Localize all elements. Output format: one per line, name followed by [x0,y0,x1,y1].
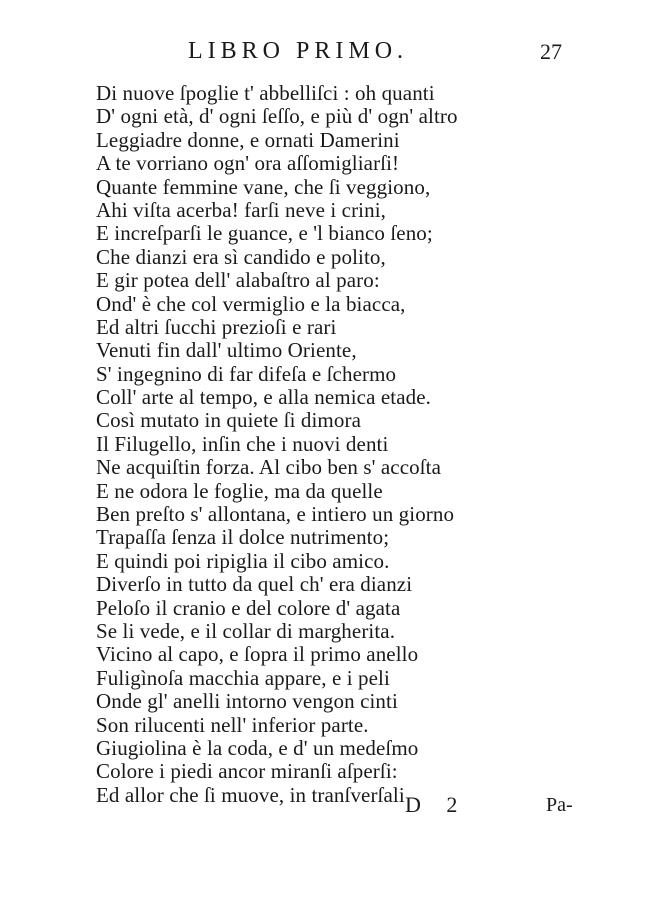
verse-line: Fuligìnoſa macchia appare, e i peli [96,665,390,690]
catchword: Pa- [546,794,573,816]
verse-line: E gir potea dell' alabaſtro al paro: [96,268,380,293]
verse-line: Ond' è che col vermiglio e la biacca, [96,291,406,316]
verse-line: Diverſo in tutto da quel ch' era dianzi [96,572,413,597]
verse-line: Se li vede, e il collar di margherita. [96,618,396,643]
verse-line: Quante femmine vane, che ſi veggiono, [96,174,431,199]
verse-line: A te vorriano ogn' ora aſſomigliarſi! [96,151,400,176]
verse-line: Coll' arte al tempo, e alla nemica etade. [96,385,431,410]
verse-line: E ne odora le foglie, ma da quelle [96,478,383,503]
verse-line: E quindi poi ripiglia il cibo amico. [96,548,390,573]
verse-line: Leggiadre donne, e ornati Damerini [96,127,400,152]
verse-line: D' ogni età, d' ogni ſeſſo, e più d' ogn' altro [96,104,458,129]
verse-line: Son rilucenti nell' inferior parte. [96,712,369,737]
verse-line: Ahi viſta acerba! farſi neve i crini, [96,197,386,222]
verse-line: Venuti fin dall' ultimo Oriente, [96,338,357,363]
verse-line: Giugiolina è la coda, e d' un medeſmo [96,735,419,760]
verse-line: Onde gl' anelli intorno vengon cinti [96,689,398,714]
poem-text [96,82,458,807]
verse-line: Ne acquiſtin forza. Al cibo ben s' accoſta [96,455,442,480]
verse-line: Ben preſto s' allontana, e intiero un giorno [96,502,455,527]
verse-line: Trapaſſa ſenza il dolce nutrimento; [96,525,390,550]
verse-line: Che dianzi era sì candido e polito, [96,244,386,269]
verse-line: Così mutato in quiete ſi dimora [96,408,361,433]
verse-line: Peloſo il cranio e del colore d' agata [96,595,401,620]
verse-line: S' ingegnino di far difeſa e ſchermo [96,361,397,386]
verse-line: Ed altri ſucchi prezioſi e rari [96,314,337,339]
running-title: LIBRO PRIMO. [188,38,409,64]
verse-line: E increſparſi le guance, e 'l bianco ſeno; [96,221,433,246]
verse-line: Il Filugello, inſin che i nuovi denti [96,431,389,456]
verse-line: Ed allor che ſi muove, in tranſverſali [96,782,405,807]
page-number: 27 [540,39,562,64]
verse-line: Colore i piedi ancor miranſi aſperſi: [96,759,398,784]
verse-line: Di nuove ſpoglie t' abbelliſci : oh quanti [96,81,435,105]
signature-mark: D 2 [405,792,468,817]
verse-line: Vicino al capo, e ſopra il primo anello [96,642,419,667]
